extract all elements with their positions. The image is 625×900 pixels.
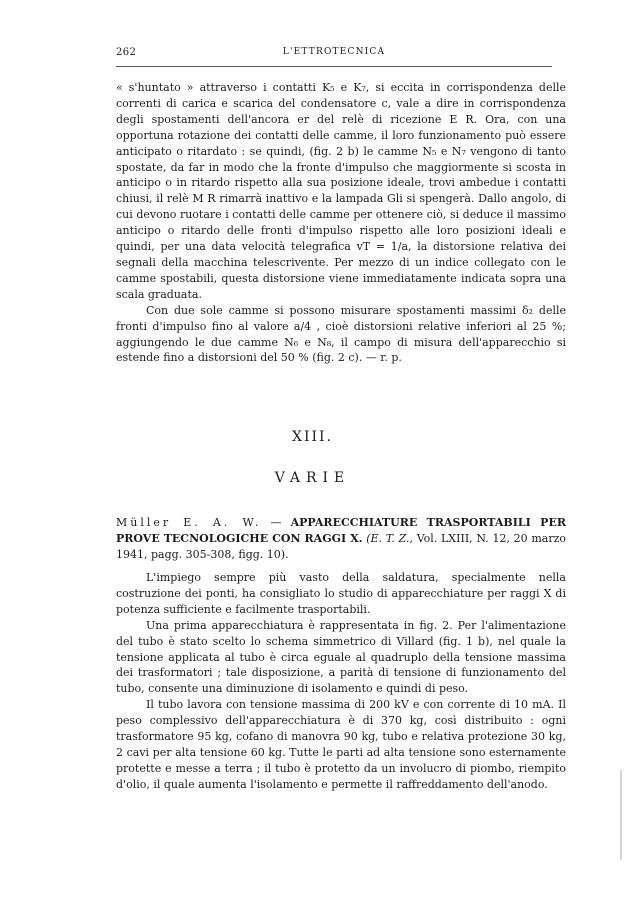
section-number: XIII.	[291, 429, 333, 445]
top-text-block	[116, 80, 566, 366]
running-title: L'ETTROTECNICA	[282, 47, 386, 57]
reference-dash: —	[261, 516, 291, 529]
page-header	[116, 47, 552, 63]
paragraph: Una prima apparecchiatura è rappresentata in fig. 2. Per l'alimentazione del tubo è stato scelto lo schema simmetrico di Villard (fig. 1 b), nel quale la tensione applicata al tubo è circa eguale al quadruplo della tensione massima dei trasformatori ; tale disposizione, a parità di tensione di funzionamento del tubo, consente una diminuzione di isolamento e quindi di peso.	[116, 618, 566, 696]
page-number: 262	[116, 47, 137, 58]
reference-details: Vol. LXIII, N. 12, 20 marzo 1941, pagg. 305-308, figg. 10).	[116, 531, 566, 561]
paragraph: Il tubo lavora con tensione massima di 200 kV e con corrente di 10 mA. Il peso complessivo dell'apparecchiatura è di 370 kg, così distribuito : ogni trasformatore 95 kg, cofano di manovra 90 kg, tubo e relativa protezione 30 kg, 2 cavi per alta tensione 60 kg. Tutte le parti ad alta tensione sono esternamente protette e messe a terra ; il tubo è protetto da un involucro di piombo, riempito d'olio, il quale aumenta l'isolamento e permette il raffreddamento dell'anodo.	[116, 698, 566, 791]
header-rule	[116, 66, 552, 67]
reference-journal: (E. T. Z.,	[362, 531, 417, 545]
section-title: VARIE	[274, 470, 351, 486]
paragraph: « s'huntato » attraverso i contatti K₅ e K₇, si eccita in corrispondenza delle correnti di carica e scarica del condensatore c, vale a dire in corrispondenza degli spostamenti dell'ancora er del relè di ricezione E R. Ora, con una opportuna rotazione dei contatti delle camme, il loro funzionamento può essere anticipato o ritardato : se quindi, (fig. 2 b) le camme N₅ e N₇ vengono di tanto spostate, da far in modo che la fronte d'impulso che maggiormente si scosta in anticipo o in ritardo rispetto alla sua posizione ideale, trovi ambedue i contatti chiusi, il relè M R rimarrà inattivo e la lampada Gli si spengerà. Dallo angolo, di cui devono ruotare i contatti delle camme per ottenere ciò, si deduce il massimo anticipo o ritardo delle fronti d'impulso rispetto alle loro posizioni ideali e quindi, per una data velocità telegrafica vT = 1/a, la distorsione relativa dei segnali della macchina telescrivente. Per mezzo di un indice collegato con le camme spostabili, questa distorsione viene immediatamente indicata sopra una scala graduata.	[116, 81, 566, 301]
body-text-block	[116, 570, 566, 793]
bibliographic-reference	[116, 515, 566, 563]
reference-title: APPARECCHIATURE TRASPORTABILI PER PROVE TECNOLOGICHE CON RAGGI X.	[116, 516, 566, 545]
paragraph: L'impiego sempre più vasto della saldatura, specialmente nella costruzione dei ponti, ha consigliato lo studio di apparecchiature per raggi X di potenza sufficiente e facilmente trasportabili.	[116, 571, 566, 616]
reference-author: Müller E. A. W.	[116, 516, 262, 529]
scan-edge-shadow	[620, 770, 622, 860]
paragraph: Con due sole camme si possono misurare spostamenti massimi δ₂ delle fronti d'impulso fino al valore a/4 , cioè distorsioni relative inferiori al 25 %; aggiungendo le due camme N₆ e N₈, il campo di misura dell'apparecchio si estende fino a distorsioni del 50 % (fig. 2 c). — r. p.	[116, 303, 566, 365]
